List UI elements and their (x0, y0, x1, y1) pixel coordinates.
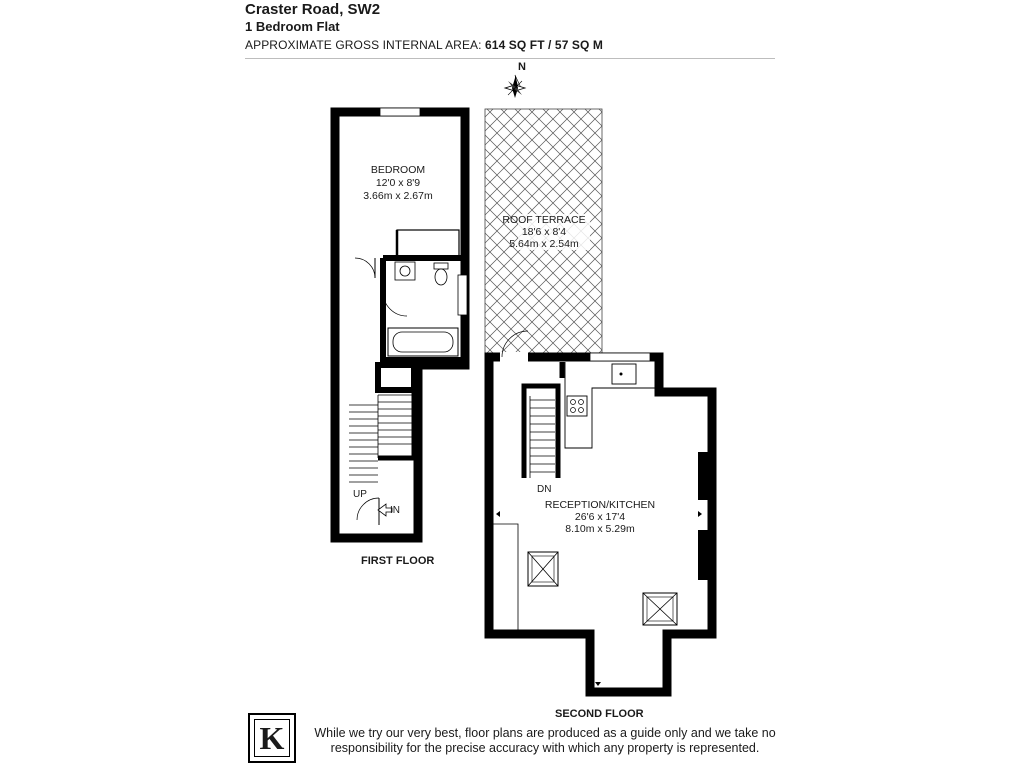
entrance-in-label: IN (390, 505, 400, 516)
gross-area-label: APPROXIMATE GROSS INTERNAL AREA: (245, 38, 482, 52)
agency-logo-letter: K (254, 719, 290, 757)
property-title: Craster Road, SW2 (245, 1, 381, 18)
gross-area-value: 614 SQ FT / 57 SQ M (485, 38, 603, 52)
reception-kitchen-imperial: 26'6 x 17'4 (574, 511, 626, 523)
bedroom-name: BEDROOM (370, 164, 426, 176)
bedroom-metric: 3.66m x 2.67m (363, 190, 433, 202)
disclaimer-text: While we try our very best, floor plans are produced as a guide only and we take no responsibility for the precise accuracy with which any property is represented. (314, 726, 776, 755)
property-type: 1 Bedroom Flat (245, 19, 340, 34)
agency-logo (248, 713, 296, 763)
roof-terrace-name: ROOF TERRACE (502, 214, 586, 226)
roof-terrace-metric: 5.64m x 2.54m (509, 238, 579, 250)
reception-kitchen-metric: 8.10m x 5.29m (565, 523, 635, 535)
second-floor-label: SECOND FLOOR (555, 708, 644, 720)
roof-terrace-imperial: 18'6 x 8'4 (521, 226, 567, 238)
stair-down-label: DN (537, 484, 552, 495)
first-floor-label: FIRST FLOOR (361, 555, 435, 567)
plan-footer (248, 711, 778, 765)
reception-kitchen-name: RECEPTION/KITCHEN (544, 499, 656, 511)
north-label: N (518, 61, 526, 73)
stair-up-label: UP (353, 489, 367, 500)
compass-icon (505, 75, 525, 98)
bedroom-imperial: 12'0 x 8'9 (375, 177, 421, 189)
